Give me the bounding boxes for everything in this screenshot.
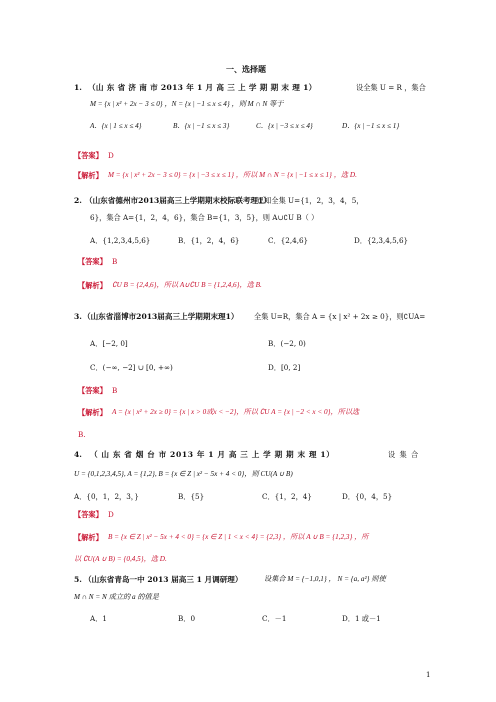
- question-stem: 设 集 合: [388, 450, 420, 459]
- answer-value: D: [108, 510, 114, 519]
- option-c: C．(−∞, −2] ∪ [0, +∞): [90, 363, 173, 372]
- question-stem: 设集合 M = {−1,0,1} ， N = {a, a²} 则使: [264, 575, 386, 583]
- analysis-label: 【解析】: [74, 171, 103, 180]
- question-stem: M ∩ N = N 成立的 a 的值是: [74, 593, 159, 601]
- question-source: （山东省淄博市2013届高三上学期期末理1）: [83, 312, 239, 321]
- analysis-text: M = {x | x² + 2x − 3 ≤ 0} = {x | −3 ≤ x ≤ 1} ，所以 M ∩ N = {x | −1 ≤ x ≤ 1} ，选 D.: [108, 171, 357, 179]
- question-stem: 6}，集合 A={1，2，4，6}，集合 B={1，3，5}，则 A∪∁U B（ ）: [90, 213, 319, 222]
- question-stem: U = {0,1,2,3,4,5}, A = {1,2}, B = {x ∈ Z | x² − 5x + 4 < 0}，则 CU(A ∪ B): [74, 470, 293, 478]
- question-source: （山 东 省 济 南 市 2013 年 1 月 高 三 上 学 期 期 末 理 1）: [88, 83, 317, 92]
- analysis-label: 【解析】: [78, 281, 107, 290]
- question-number: 2.: [74, 196, 82, 205]
- page-number: 1: [426, 671, 431, 679]
- option-d: D．{2,3,4,5,6}: [354, 236, 409, 245]
- option-b: B．(−2, 0): [268, 339, 306, 348]
- option-c: C．{1，2，4}: [262, 492, 312, 501]
- option-a: A．{x | 1 ≤ x ≤ 4}: [90, 122, 142, 130]
- answer-label: 【答案】: [74, 510, 103, 519]
- option-c: C．{x | −3 ≤ x ≤ 4}: [256, 122, 313, 130]
- analysis-label: 【解析】: [78, 408, 107, 417]
- section-title: 一、选择题: [226, 64, 266, 74]
- option-c: C．{2,4,6}: [268, 236, 309, 245]
- question-source: （山东省德州市2013届高三上学期期末校际联考理1）: [85, 196, 271, 205]
- question-stem: 设全集 U = R ，集合: [356, 83, 426, 92]
- analysis-text-continued: 以 ∁U(A ∪ B) = {0,4,5}，选 D.: [74, 555, 167, 563]
- question-stem: M = {x | x² + 2x − 3 ≤ 0} ，N = {x | −1 ≤ x ≤ 4} ，则 M ∩ N 等于: [90, 100, 284, 108]
- option-a: A．[−2, 0]: [90, 339, 128, 348]
- answer-label: 【答案】: [78, 386, 107, 395]
- question-source: （ 山 东 省 烟 台 市 2013 年 1 月 高 三 上 学 期 期 末 理 1）: [90, 450, 335, 459]
- question-number: 1.: [74, 83, 82, 92]
- analysis-label: 【解析】: [74, 533, 103, 542]
- analysis-text: B = {x ∈ Z | x² − 5x + 4 < 0} = {x ∈ Z | 1 < x < 4} = {2,3} ，所以 A ∪ B = {1,2,3} ，所: [108, 533, 369, 541]
- answer-value: D: [108, 151, 114, 160]
- option-c: C．－1: [262, 614, 287, 623]
- option-b: B．{1，2，4，6}: [178, 236, 240, 245]
- option-b: B．{x | −1 ≤ x ≤ 3}: [173, 122, 230, 130]
- answer-value: B: [112, 386, 118, 395]
- option-a: A．{1,2,3,4,5,6}: [90, 236, 151, 245]
- question-number: 4.: [74, 450, 82, 459]
- question-source: （山东省青岛一中 2013 届高三 1 月调研理）: [84, 575, 243, 584]
- option-d: D．{x | −1 ≤ x ≤ 1}: [342, 122, 400, 130]
- question-stem: 全集 U=R，集合 A = {x | x² + 2x ≥ 0}，则∁UA=: [254, 312, 426, 321]
- answer-label: 【答案】: [78, 257, 107, 266]
- option-b: B．0: [178, 614, 196, 623]
- question-stem: 已知全集 U={1，2，3，4，5，: [257, 196, 364, 205]
- option-b: B．{5}: [178, 492, 205, 501]
- question-number: 5.: [74, 575, 82, 584]
- option-a: A．{0，1，2，3，}: [74, 492, 139, 501]
- analysis-text: ∁U B = {2,4,6}，所以 A∪∁U B = {1,2,4,6}，选 B.: [112, 281, 262, 289]
- answer-value: B: [112, 257, 118, 266]
- question-number: 3.: [74, 312, 82, 321]
- analysis-text-continued: B.: [78, 430, 86, 439]
- option-d: D．{0，4，5}: [342, 492, 393, 501]
- answer-label: 【答案】: [74, 151, 103, 160]
- analysis-text: A = {x | x² + 2x ≥ 0} = {x | x > 0或x < −2}，所以 ∁U A = {x | −2 < x < 0}，所以选: [112, 408, 360, 416]
- option-d: D．[0, 2]: [268, 363, 301, 372]
- option-d: D．1 或－1: [342, 614, 381, 623]
- option-a: A．1: [90, 614, 107, 623]
